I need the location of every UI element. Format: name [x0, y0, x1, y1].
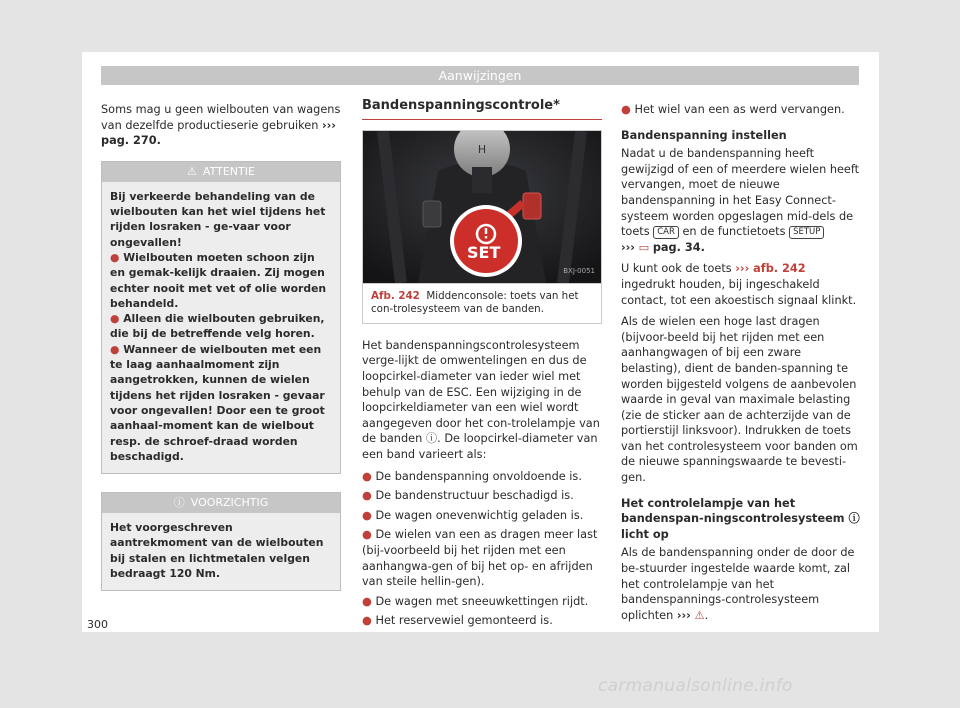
condition-bullet: ● De wagen met sneeuwkettingen rijdt. — [362, 594, 589, 608]
page-header: Aanwijzingen — [101, 66, 859, 85]
attention-bullet: ● Alleen die wielbouten gebruiken, die bij de betreffende velg horen. — [110, 312, 325, 341]
warning-lamp-paragraph: Als de bandenspanning onder de door de be-stuurder ingestelde waarde komt, zal het controlelampje van het bandenspannings-controlesysteem oplichten ››› ⚠. — [621, 546, 855, 622]
bullet-icon: ● — [362, 594, 376, 608]
section-title: Bandenspanningscontrole* — [362, 98, 602, 120]
bullet-icon: ● — [362, 489, 376, 503]
attention-box — [101, 161, 341, 474]
attention-text: Bij verkeerde behandeling van de wielbouten kan het wiel tijdens het rijden losraken - ge-vaar voor ongevallen! — [110, 189, 326, 249]
figure-code: BXJ-0051 — [563, 267, 595, 275]
figure-box — [362, 130, 602, 324]
description-paragraph: Het bandenspanningscontrolesysteem verge-lijkt de omwentelingen en dus de loopcirkel-diameter van ieder wiel met behulp van de ESC. Een wijziging in de loopcirkeldiameter van een wiel wordt aangegeven door het con-trolelampje van de banden ⓘ. De loopcirkel-diameter van een band varieert als: — [362, 338, 600, 461]
condition-bullet: ● Het reservewiel gemonteerd is. — [362, 614, 553, 628]
svg-text:H: H — [477, 142, 487, 156]
attention-body — [102, 182, 340, 473]
tire-warning-lamp-icon: ⓘ — [425, 432, 438, 446]
warning-triangle-icon[interactable]: ⚠ — [694, 608, 705, 622]
load-paragraph: Als de wielen een hoge last dragen (bijvoor-beeld bij het rijden met een aanhangwagen of bij een zware belasting), dient de banden-spanning te worden bijgesteld volgens de aanbevolen waarde in geval van maximale belasting (zie de sticker aan de achterzijde van de portierstijl linksvoor). Indrukken de toets van het controlesysteem voor banden om de nieuwe spanningswaarde te bevesti-gen. — [621, 315, 858, 485]
set-pressure-paragraph: Nadat u de bandenspanning heeft gewijzigd of een of meerdere wielen heeft vervangen, moet de nieuwe bandenspanning in het Easy Connect-systeem worden opgeslagen mid-dels de toets CAR en de functietoets SETUP ››› ▭ pag. 34. — [621, 147, 860, 254]
note-text: Het voorgeschreven aantrekmoment van de wielbouten bij stalen en lichtmetalen velgen bedraagt 120 Nm. — [110, 521, 324, 581]
alternative-paragraph: U kunt ook de toets ››› afb. 242 ingedrukt houden, bij ingeschakeld contact, tot een akoestisch signaal klinkt. — [621, 262, 857, 307]
page-ref-arrows[interactable]: ››› — [621, 240, 635, 254]
condition-bullet: ● De wagen onevenwichtig geladen is. — [362, 508, 584, 522]
heading-warning-lamp: Het controlelampje van het bandenspan-ningscontrolesysteem ⓘ licht op — [621, 496, 860, 541]
bullet-icon: ● — [362, 614, 376, 628]
figure-image — [363, 131, 601, 283]
page-number: 300 — [87, 618, 108, 631]
attention-bullet: ● Wanneer de wielbouten met een te laag aanhaalmoment zijn aangetrokken, kunnen de wielen tijdens het rijden losraken - gevaar voor ongevallen! Door een te groot aanhaal-moment kan de wielbout resp. de schroef-draad worden beschadigd. — [110, 342, 325, 463]
bullet-icon: ● — [110, 250, 124, 264]
warning-ref-arrows[interactable]: ››› — [676, 608, 691, 622]
bullet-icon: ● — [110, 342, 124, 356]
heading-set-pressure: Bandenspanning instellen — [621, 128, 787, 142]
set-label: SET — [467, 242, 501, 262]
condition-bullet: ● De wielen van een as dragen meer last (bij-voorbeeld bij het rijden met een aanhangwa-gen of bij het op- en afrijden van steile hellin-gen). — [362, 528, 598, 589]
attention-header: ⚠ ATTENTIE — [102, 162, 340, 182]
bullet-icon: ● — [362, 508, 376, 522]
attention-bullet: ● Wielbouten moeten schoon zijn en gemak-kelijk draaien. Zij mogen echter nooit met vet of olie worden behandeld. — [110, 250, 327, 310]
tire-warning-lamp-icon: ⓘ — [848, 512, 860, 526]
intro-page-ref[interactable]: ››› pag. 270. — [101, 118, 336, 148]
setup-key-button: SETUP — [789, 226, 824, 239]
note-header: ⓘ VOORZICHTIG — [102, 493, 340, 513]
page-ref[interactable]: pag. 34. — [652, 240, 705, 254]
intro-paragraph: Soms mag u geen wielbouten van wagens van dezelfde productieserie gebruiken ››› pag. 270. — [101, 103, 341, 148]
column-3 — [621, 102, 861, 629]
figure-label: Afb. 242 — [371, 289, 420, 302]
note-body — [102, 513, 340, 590]
column-2 — [362, 98, 602, 633]
condition-bullet: ● De bandenstructuur beschadigd is. — [362, 489, 574, 503]
book-icon: ▭ — [638, 240, 650, 254]
bullet-icon: ● — [362, 528, 376, 542]
bullet-icon: ● — [110, 312, 124, 326]
warning-triangle-icon: ⚠ — [187, 164, 197, 178]
note-box — [101, 492, 341, 591]
bullet-icon: ● — [621, 103, 635, 116]
info-circle-icon: ⓘ — [173, 496, 185, 510]
car-key-button: CAR — [653, 226, 679, 239]
watermark: carmanualsonline.info — [598, 676, 793, 696]
figure-ref-link[interactable]: ››› afb. 242 — [735, 262, 806, 276]
bullet-icon: ● — [362, 469, 376, 483]
condition-bullet: ● De bandenspanning onvoldoende is. — [362, 469, 582, 483]
figure-caption: Afb. 242 Middenconsole: toets van het con-trolesysteem van de banden. — [363, 283, 601, 323]
column-1 — [101, 102, 341, 591]
condition-bullet: ● Het wiel van een as werd vervangen. — [621, 103, 845, 116]
